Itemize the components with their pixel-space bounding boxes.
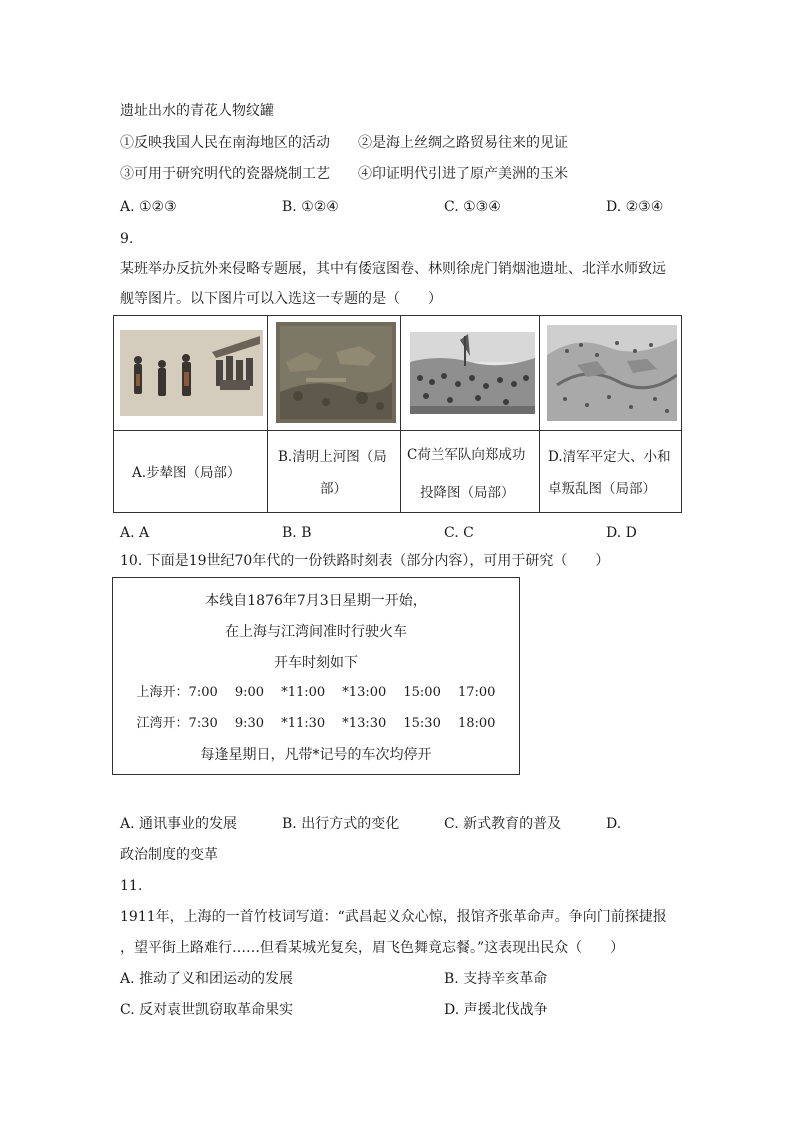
q10-stem: 10. 下面是19世纪70年代的一份铁路时刻表（部分内容），可用于研究（ ）	[120, 553, 610, 569]
q8-option-b: B. ①②④	[282, 199, 339, 215]
q9-caption-d-line2: 卓叛乱图（局部）	[548, 481, 656, 497]
q9-number: 9.	[120, 231, 134, 247]
q10-box-line6: 每逢星期日，凡带*记号的车次均停开	[200, 747, 432, 763]
q10-option-d: D.	[606, 816, 622, 832]
q8-statement-3: ③可用于研究明代的瓷器烧制工艺	[120, 166, 330, 182]
qingming-painting-image	[276, 322, 396, 423]
q9-caption-d-line1: D.清军平定大、小和	[548, 449, 671, 465]
q11-option-c: C. 反对袁世凯窃取革命果实	[120, 1002, 294, 1018]
q8-option-a: A. ①②③	[120, 199, 177, 215]
q11-option-a: A. 推动了义和团运动的发展	[120, 971, 294, 987]
q11-option-d: D. 声援北伐战争	[444, 1002, 548, 1018]
q10-box-line5: 江湾开：7:30 9:30 *11:30 *13:30 15:30 18:00	[136, 716, 496, 731]
q11-stem-line2: ，望平街上路难行……但看某城光复矣，眉飞色舞竟忘餐。”这表现出民众（ ）	[120, 940, 625, 956]
q10-box-line2: 在上海与江湾间准时行驶火车	[225, 624, 407, 640]
q9-caption-c-line2: 投降图（局部）	[420, 485, 515, 501]
q9-caption-b-line1: B.清明上河图（局	[278, 449, 387, 465]
q10-option-d-text: 政治制度的变革	[120, 847, 218, 863]
q9-option-c: C. C	[444, 525, 474, 541]
q10-box-line3: 开车时刻如下	[274, 655, 358, 671]
q9-image-table	[113, 315, 682, 513]
q9-caption-c-line1: C荷兰军队向郑成功	[407, 447, 526, 463]
q10-option-c: C. 新式教育的普及	[444, 816, 562, 832]
q11-number: 11.	[120, 878, 143, 894]
q8-option-d: D. ②③④	[606, 199, 664, 215]
q9-stem-line1: 某班举办反抗外来侵略专题展，其中有倭寇图卷、林则徐虎门销烟池遗址、北洋水师致远	[120, 261, 666, 277]
bunian-painting-image	[120, 330, 263, 416]
zheng-chenggong-painting-image	[410, 332, 535, 414]
q10-box-line1: 本线自1876年7月3日星期一开始，	[205, 593, 427, 609]
q8-statement-4: ④印证明代引进了原产美洲的玉米	[358, 166, 568, 182]
qing-battle-painting-image	[547, 325, 677, 421]
q9-option-a: A. A	[120, 525, 150, 541]
q11-option-b: B. 支持辛亥革命	[444, 971, 548, 987]
q9-caption-b-line2: 部）	[320, 481, 347, 497]
q10-box-line4: 上海开：7:00 9:00 *11:00 *13:00 15:00 17:00	[136, 685, 496, 700]
q8-stem-tail: 遗址出水的青花人物纹罐	[120, 103, 274, 119]
q9-stem-line2: 舰等图片。以下图片可以入选这一专题的是（ ）	[120, 291, 442, 307]
q9-option-b: B. B	[282, 525, 312, 541]
q10-option-a: A. 通讯事业的发展	[120, 816, 238, 832]
q9-caption-a: A.步辇图（局部）	[132, 465, 241, 481]
q8-statement-1: ①反映我国人民在南海地区的活动	[120, 135, 330, 151]
q10-timetable-box	[112, 577, 520, 775]
q8-statement-2: ②是海上丝绸之路贸易往来的见证	[358, 135, 568, 151]
q9-option-d: D. D	[606, 525, 637, 541]
q11-stem-line1: 1911年，上海的一首竹枝词写道：“武昌起义众心惊，报馆齐张革命声。争向门前探捷报	[120, 909, 667, 925]
q10-option-b: B. 出行方式的变化	[282, 816, 400, 832]
q8-option-c: C. ①③④	[444, 199, 501, 215]
